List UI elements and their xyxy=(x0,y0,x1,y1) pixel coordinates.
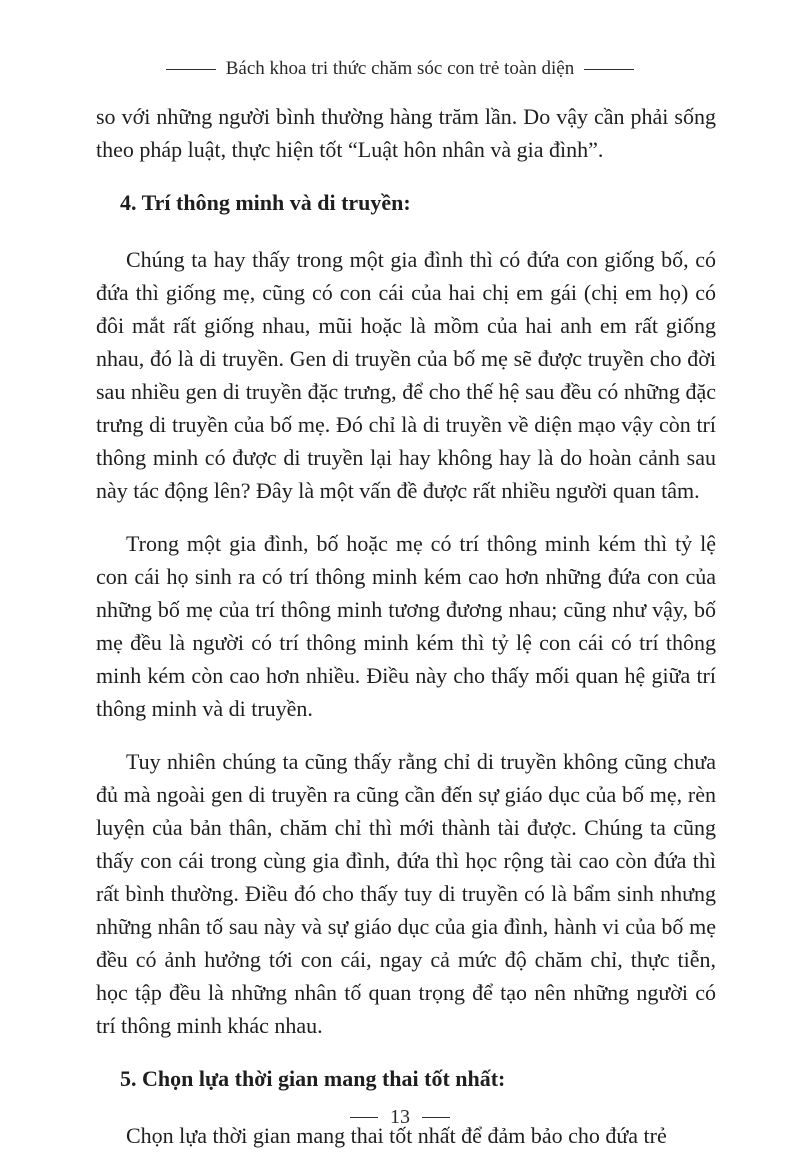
paragraph-2: Trong một gia đình, bố hoặc mẹ có trí thông minh kém thì tỷ lệ con cái họ sinh ra có trí thông minh kém cao hơn những đứa con của những bố mẹ của trí thông minh tương đương nhau; cũng như vậy, bố mẹ đều là người có trí thông minh kém thì tỷ lệ con cái có trí thông minh kém còn cao hơn nhiều. Điều này cho thấy mối quan hệ giữa trí thông minh và di truyền. xyxy=(96,531,716,721)
page-number-footer xyxy=(0,1106,800,1129)
section-heading-5: 5. Chọn lựa thời gian mang thai tốt nhất: xyxy=(120,1066,506,1091)
header-title: Bách khoa tri thức chăm sóc con trẻ toàn diện xyxy=(225,58,575,79)
running-header xyxy=(0,58,800,80)
paragraph-continued: so với những người bình thường hàng trăm lần. Do vậy cần phải sống theo pháp luật, thực hiện tốt “Luật hôn nhân và gia đình”. xyxy=(96,104,716,162)
page-number: 13 xyxy=(390,1106,410,1128)
header-rule-right xyxy=(584,69,634,70)
header-rule-left xyxy=(166,69,216,70)
paragraph-3: Tuy nhiên chúng ta cũng thấy rằng chỉ di truyền không cũng chưa đủ mà ngoài gen di truyền ra cũng cần đến sự giáo dục của bố mẹ, rèn luyện của bản thân, chăm chỉ thì mới thành tài được. Chúng ta cũng thấy con cái trong cùng gia đình, đứa thì học rộng tài cao còn đứa thì rất bình thường. Điều đó cho thấy tuy di truyền có là bẩm sinh nhưng những nhân tố sau này và sự giáo dục của gia đình, hành vi của bố mẹ đều có ảnh hưởng tới con cái, ngay cả mức độ chăm chỉ, thực tiễn, học tập đều là những nhân tố quan trọng để tạo nên những người có trí thông minh khác nhau. xyxy=(96,749,716,1038)
page-number-dash-right xyxy=(422,1117,450,1118)
paragraph-4: Chọn lựa thời gian mang thai tốt nhất để đảm bảo cho đứa trẻ xyxy=(126,1123,667,1148)
page-body xyxy=(96,100,716,1172)
paragraph-1: Chúng ta hay thấy trong một gia đình thì có đứa con giống bố, có đứa thì giống mẹ, cũng có con cái của hai chị em gái (chị em họ) có đôi mắt rất giống nhau, mũi hoặc là mồm của hai anh em rất giống nhau, đó là di truyền. Gen di truyền của bố mẹ sẽ được truyền cho đời sau nhiều gen di truyền đặc trưng, để cho thế hệ sau đều có những đặc trưng di truyền của bố mẹ. Đó chỉ là di truyền về diện mạo vậy còn trí thông minh có được di truyền lại hay không hay là do hoàn cảnh sau này tác động lên? Đây là một vấn đề được rất nhiều người quan tâm. xyxy=(96,247,716,503)
section-heading-4: 4. Trí thông minh và di truyền: xyxy=(120,190,411,215)
page-number-dash-left xyxy=(350,1117,378,1118)
